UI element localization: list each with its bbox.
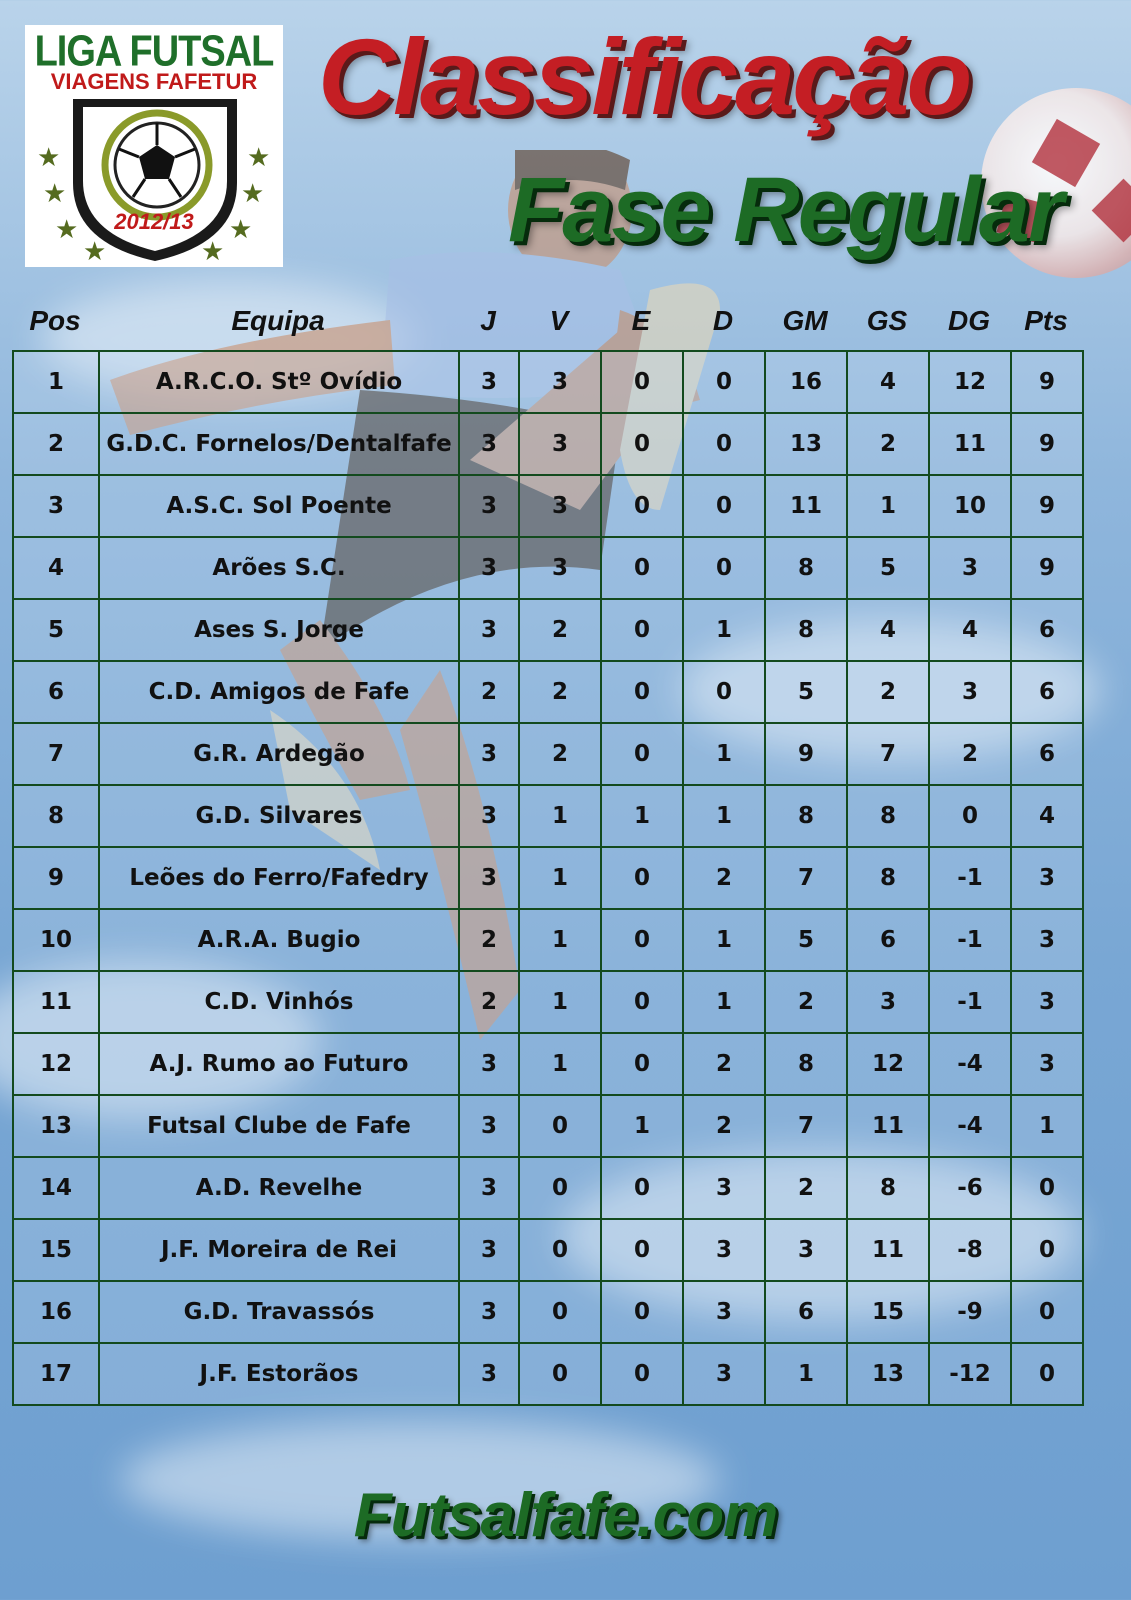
cell-pts: 0	[1011, 1157, 1083, 1219]
cell-v: 3	[519, 351, 601, 413]
cell-gm: 11	[765, 475, 847, 537]
header-v: V	[549, 305, 569, 336]
cell-e: 0	[601, 351, 683, 413]
cell-pos: 15	[13, 1219, 99, 1281]
cell-gm: 2	[765, 971, 847, 1033]
cell-v: 2	[519, 723, 601, 785]
table-row	[13, 413, 1083, 475]
cell-pos: 1	[13, 351, 99, 413]
cell-e: 0	[601, 475, 683, 537]
cell-v: 3	[519, 537, 601, 599]
cell-pts: 9	[1011, 475, 1083, 537]
table-row	[13, 351, 1083, 413]
cell-pts: 6	[1011, 599, 1083, 661]
cell-e: 0	[601, 847, 683, 909]
cell-j: 2	[459, 971, 519, 1033]
cell-j: 2	[459, 661, 519, 723]
cell-dg: -8	[929, 1219, 1011, 1281]
cell-gs: 8	[847, 785, 929, 847]
cell-pos: 14	[13, 1157, 99, 1219]
cell-j: 3	[459, 1157, 519, 1219]
cell-d: 3	[683, 1281, 765, 1343]
cell-e: 0	[601, 1157, 683, 1219]
cell-d: 0	[683, 661, 765, 723]
cell-pts: 6	[1011, 661, 1083, 723]
cell-gs: 6	[847, 909, 929, 971]
cell-pos: 13	[13, 1095, 99, 1157]
cell-gs: 7	[847, 723, 929, 785]
table-row	[13, 847, 1083, 909]
cell-pts: 6	[1011, 723, 1083, 785]
cell-v: 3	[519, 413, 601, 475]
cell-dg: 12	[929, 351, 1011, 413]
cell-team: C.D. Amigos de Fafe	[99, 661, 459, 723]
cell-dg: -12	[929, 1343, 1011, 1405]
cell-j: 3	[459, 723, 519, 785]
cell-pts: 9	[1011, 413, 1083, 475]
cell-pts: 0	[1011, 1281, 1083, 1343]
cell-d: 1	[683, 723, 765, 785]
cell-pts: 9	[1011, 537, 1083, 599]
table-row	[13, 475, 1083, 537]
header-pos: Pos	[29, 305, 81, 336]
cell-pts: 3	[1011, 971, 1083, 1033]
cell-team: A.S.C. Sol Poente	[99, 475, 459, 537]
logo-season: 2012/13	[114, 209, 194, 234]
cell-v: 0	[519, 1343, 601, 1405]
cell-e: 0	[601, 661, 683, 723]
table-row	[13, 537, 1083, 599]
star-icon: ★	[83, 237, 107, 267]
cell-gs: 12	[847, 1033, 929, 1095]
cell-dg: -9	[929, 1281, 1011, 1343]
cell-dg: 3	[929, 661, 1011, 723]
cell-team: G.D.C. Fornelos/Dentalfafe	[99, 413, 459, 475]
cell-pts: 9	[1011, 351, 1083, 413]
cell-j: 3	[459, 785, 519, 847]
cell-team: Ases S. Jorge	[99, 599, 459, 661]
header-gm: GM	[782, 305, 828, 336]
cell-v: 3	[519, 475, 601, 537]
cell-pts: 4	[1011, 785, 1083, 847]
table-row	[13, 1281, 1083, 1343]
cell-dg: 3	[929, 537, 1011, 599]
cell-d: 1	[683, 971, 765, 1033]
cell-pos: 4	[13, 537, 99, 599]
table-row	[13, 1033, 1083, 1095]
logo-sponsor: VIAGENS FAFETUR	[50, 69, 258, 94]
cell-v: 0	[519, 1095, 601, 1157]
cell-e: 0	[601, 723, 683, 785]
cell-team: C.D. Vinhós	[99, 971, 459, 1033]
cell-gm: 8	[765, 1033, 847, 1095]
cell-j: 3	[459, 599, 519, 661]
cell-j: 3	[459, 351, 519, 413]
cell-pts: 3	[1011, 847, 1083, 909]
cell-e: 0	[601, 599, 683, 661]
cell-pts: 0	[1011, 1343, 1083, 1405]
cell-v: 1	[519, 909, 601, 971]
cell-gm: 2	[765, 1157, 847, 1219]
standings-table	[12, 350, 1084, 1406]
cell-j: 3	[459, 1343, 519, 1405]
table-row	[13, 785, 1083, 847]
cell-e: 0	[601, 971, 683, 1033]
cell-pos: 7	[13, 723, 99, 785]
header-equipa: Equipa	[231, 305, 325, 336]
header-gs: GS	[866, 305, 908, 336]
cell-d: 1	[683, 599, 765, 661]
table-row	[13, 971, 1083, 1033]
cell-e: 0	[601, 909, 683, 971]
cell-gs: 3	[847, 971, 929, 1033]
cell-dg: -1	[929, 847, 1011, 909]
cell-gm: 1	[765, 1343, 847, 1405]
cell-gs: 11	[847, 1095, 929, 1157]
page-title: Classificação	[318, 16, 970, 137]
cell-pos: 17	[13, 1343, 99, 1405]
cell-team: G.R. Ardegão	[99, 723, 459, 785]
cell-v: 1	[519, 785, 601, 847]
cell-pos: 8	[13, 785, 99, 847]
cell-pts: 0	[1011, 1219, 1083, 1281]
cell-d: 1	[683, 909, 765, 971]
cell-j: 3	[459, 413, 519, 475]
header-dg: DG	[948, 305, 990, 336]
cell-j: 3	[459, 1281, 519, 1343]
cell-d: 0	[683, 475, 765, 537]
cell-team: A.J. Rumo ao Futuro	[99, 1033, 459, 1095]
cell-j: 2	[459, 909, 519, 971]
cell-dg: -1	[929, 909, 1011, 971]
cell-pos: 9	[13, 847, 99, 909]
cell-v: 2	[519, 599, 601, 661]
cell-dg: 0	[929, 785, 1011, 847]
cell-team: G.D. Silvares	[99, 785, 459, 847]
cell-dg: -4	[929, 1033, 1011, 1095]
cell-gs: 15	[847, 1281, 929, 1343]
cell-d: 2	[683, 1033, 765, 1095]
cell-e: 0	[601, 413, 683, 475]
cell-v: 1	[519, 847, 601, 909]
cell-team: J.F. Moreira de Rei	[99, 1219, 459, 1281]
cell-d: 2	[683, 847, 765, 909]
cell-v: 0	[519, 1157, 601, 1219]
cell-pos: 12	[13, 1033, 99, 1095]
cell-team: J.F. Estorãos	[99, 1343, 459, 1405]
cell-e: 0	[601, 1281, 683, 1343]
cell-gs: 8	[847, 847, 929, 909]
table-row	[13, 723, 1083, 785]
cell-v: 0	[519, 1281, 601, 1343]
cell-dg: 2	[929, 723, 1011, 785]
table-row	[13, 1343, 1083, 1405]
cell-pts: 1	[1011, 1095, 1083, 1157]
cell-j: 3	[459, 847, 519, 909]
star-icon: ★	[201, 237, 225, 267]
cell-j: 3	[459, 1095, 519, 1157]
cell-team: Leões do Ferro/Fafedry	[99, 847, 459, 909]
cell-team: G.D. Travassós	[99, 1281, 459, 1343]
cell-dg: 4	[929, 599, 1011, 661]
cell-gm: 5	[765, 661, 847, 723]
cell-pos: 11	[13, 971, 99, 1033]
cell-e: 1	[601, 1095, 683, 1157]
cell-pos: 10	[13, 909, 99, 971]
cell-d: 0	[683, 351, 765, 413]
cell-j: 3	[459, 537, 519, 599]
cell-pts: 3	[1011, 909, 1083, 971]
cell-pos: 16	[13, 1281, 99, 1343]
website-footer: Futsalfafe.com	[353, 1481, 778, 1550]
table-row	[13, 909, 1083, 971]
star-icon: ★	[241, 179, 265, 209]
ball-patch	[1092, 179, 1131, 243]
cell-e: 1	[601, 785, 683, 847]
cell-team: A.R.C.O. Stº Ovídio	[99, 351, 459, 413]
cell-v: 1	[519, 1033, 601, 1095]
cell-d: 2	[683, 1095, 765, 1157]
star-icon: ★	[55, 215, 79, 245]
cell-gm: 7	[765, 847, 847, 909]
cell-pos: 2	[13, 413, 99, 475]
cell-team: Arões S.C.	[99, 537, 459, 599]
cell-gs: 5	[847, 537, 929, 599]
cell-d: 3	[683, 1219, 765, 1281]
cell-gs: 4	[847, 599, 929, 661]
logo-title: LIGA FUTSAL	[34, 27, 274, 77]
cell-e: 0	[601, 1033, 683, 1095]
cell-v: 2	[519, 661, 601, 723]
cell-pos: 6	[13, 661, 99, 723]
cell-gs: 1	[847, 475, 929, 537]
cell-d: 0	[683, 413, 765, 475]
cell-gm: 5	[765, 909, 847, 971]
cell-gs: 11	[847, 1219, 929, 1281]
cell-gs: 4	[847, 351, 929, 413]
star-icon: ★	[229, 215, 253, 245]
cell-gs: 2	[847, 413, 929, 475]
cell-gm: 8	[765, 599, 847, 661]
cell-gm: 8	[765, 537, 847, 599]
cell-d: 1	[683, 785, 765, 847]
header-pts: Pts	[1024, 305, 1068, 336]
league-logo	[25, 25, 283, 267]
cell-j: 3	[459, 1033, 519, 1095]
cell-gm: 3	[765, 1219, 847, 1281]
cell-dg: -1	[929, 971, 1011, 1033]
header-e: E	[631, 305, 651, 336]
cell-team: Futsal Clube de Fafe	[99, 1095, 459, 1157]
cell-team: A.D. Revelhe	[99, 1157, 459, 1219]
cell-dg: -4	[929, 1095, 1011, 1157]
header-d: D	[712, 305, 734, 336]
table-row	[13, 1219, 1083, 1281]
cell-gs: 13	[847, 1343, 929, 1405]
cell-gs: 8	[847, 1157, 929, 1219]
cell-gm: 9	[765, 723, 847, 785]
cell-gm: 13	[765, 413, 847, 475]
star-icon: ★	[37, 143, 61, 173]
cell-gs: 2	[847, 661, 929, 723]
cell-dg: 10	[929, 475, 1011, 537]
cell-j: 3	[459, 1219, 519, 1281]
cell-pos: 5	[13, 599, 99, 661]
table-row	[13, 1095, 1083, 1157]
cell-e: 0	[601, 537, 683, 599]
cell-gm: 7	[765, 1095, 847, 1157]
cell-v: 0	[519, 1219, 601, 1281]
cell-e: 0	[601, 1343, 683, 1405]
cell-d: 3	[683, 1343, 765, 1405]
cell-d: 0	[683, 537, 765, 599]
cell-v: 1	[519, 971, 601, 1033]
header-j: J	[480, 305, 496, 336]
cell-dg: 11	[929, 413, 1011, 475]
cell-dg: -6	[929, 1157, 1011, 1219]
table-row	[13, 1157, 1083, 1219]
cell-gm: 8	[765, 785, 847, 847]
cell-j: 3	[459, 475, 519, 537]
cell-d: 3	[683, 1157, 765, 1219]
cell-pos: 3	[13, 475, 99, 537]
star-icon: ★	[247, 143, 271, 173]
cell-gm: 16	[765, 351, 847, 413]
cell-team: A.R.A. Bugio	[99, 909, 459, 971]
cell-gm: 6	[765, 1281, 847, 1343]
star-icon: ★	[43, 179, 67, 209]
cell-pts: 3	[1011, 1033, 1083, 1095]
table-row	[13, 661, 1083, 723]
page-subtitle: Fase Regular	[508, 159, 1062, 261]
table-row	[13, 599, 1083, 661]
cell-e: 0	[601, 1219, 683, 1281]
